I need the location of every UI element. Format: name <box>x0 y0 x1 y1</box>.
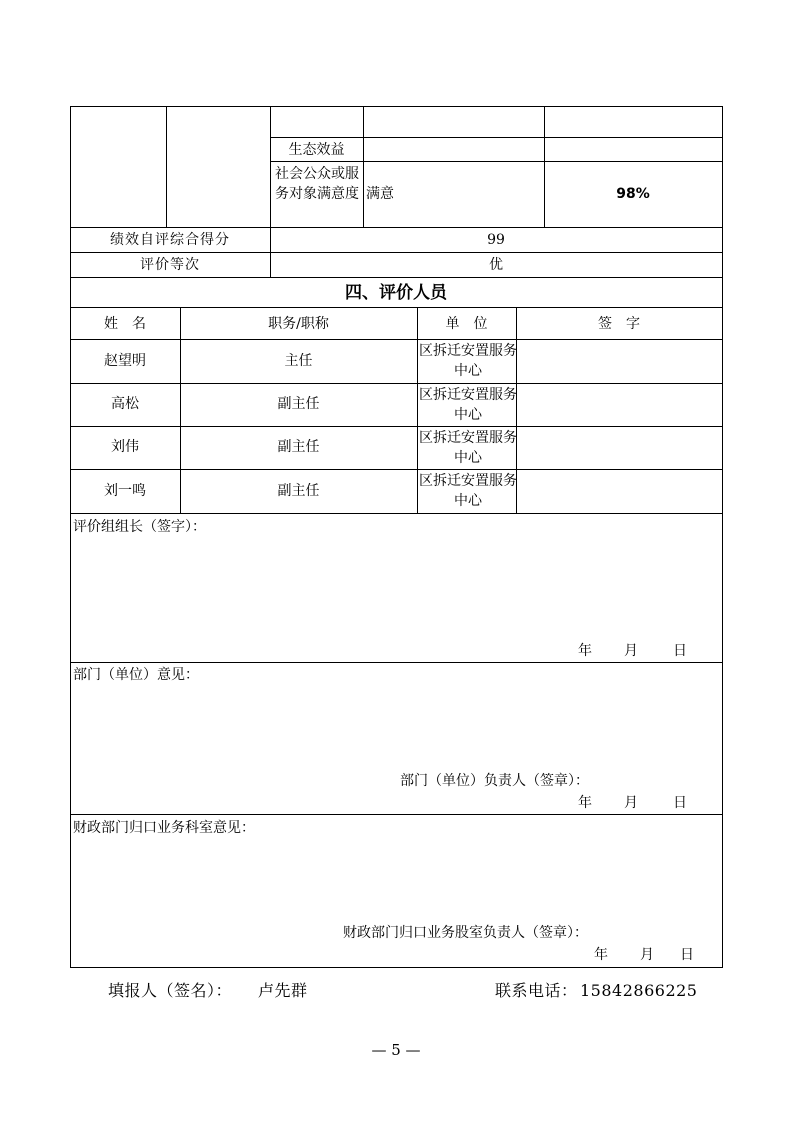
date-month: 月 <box>624 795 638 811</box>
score-value: 99 <box>487 232 505 248</box>
dept-opinion-label: 部门（单位）意见： <box>73 667 199 683</box>
indicator-social: 社会公众或服务对象满意度 <box>275 166 359 202</box>
date-year: 年 <box>578 643 592 659</box>
score-label: 绩效自评综合得分 <box>110 232 230 248</box>
date-month: 月 <box>624 643 638 659</box>
grade-label: 评价等次 <box>140 257 200 273</box>
social-target: 满意 <box>366 186 394 202</box>
evaluator-name: 刘一鸣 <box>104 483 146 499</box>
social-actual: 98% <box>616 186 650 202</box>
phone-value: 15842866225 <box>580 981 698 1000</box>
evaluator-title: 副主任 <box>277 439 320 455</box>
finance-opinion-label: 财政部门归口业务科室意见： <box>73 820 255 836</box>
date-year: 年 <box>594 947 608 963</box>
filler-label: 填报人（签名）： <box>108 981 233 1000</box>
page-number: — 5 — <box>371 1041 421 1059</box>
date-month: 月 <box>640 947 654 963</box>
filler-name: 卢先群 <box>258 981 308 1000</box>
evaluator-name: 刘伟 <box>111 439 139 455</box>
evaluator-title: 副主任 <box>277 483 320 499</box>
indicator-eco: 生态效益 <box>288 142 345 158</box>
finance-head-sign-label: 财政部门归口业务股室负责人（签章）： <box>343 925 588 941</box>
header-sign: 签 字 <box>598 316 640 332</box>
evaluator-unit: 区拆迁安置服务中心 <box>419 430 517 466</box>
evaluator-unit: 区拆迁安置服务中心 <box>419 343 517 379</box>
date-day: 日 <box>673 795 687 811</box>
evaluator-unit: 区拆迁安置服务中心 <box>419 387 517 423</box>
date-day: 日 <box>680 947 694 963</box>
header-name: 姓 名 <box>104 316 146 332</box>
phone-label: 联系电话： <box>495 981 578 1000</box>
evaluator-name: 赵望明 <box>104 353 146 369</box>
evaluator-name: 高松 <box>111 396 139 412</box>
section-title: 四、评价人员 <box>345 283 447 303</box>
dept-head-sign-label: 部门（单位）负责人（签章）： <box>400 773 589 789</box>
date-day: 日 <box>673 643 687 659</box>
leader-sign-label: 评价组组长（签字）： <box>73 519 206 535</box>
grade-value: 优 <box>489 257 503 273</box>
header-unit: 单 位 <box>445 316 488 332</box>
evaluator-title: 主任 <box>284 353 313 369</box>
evaluator-unit: 区拆迁安置服务中心 <box>419 473 517 509</box>
evaluator-title: 副主任 <box>277 396 320 412</box>
header-title: 职务/职称 <box>268 316 329 332</box>
date-year: 年 <box>578 795 592 811</box>
